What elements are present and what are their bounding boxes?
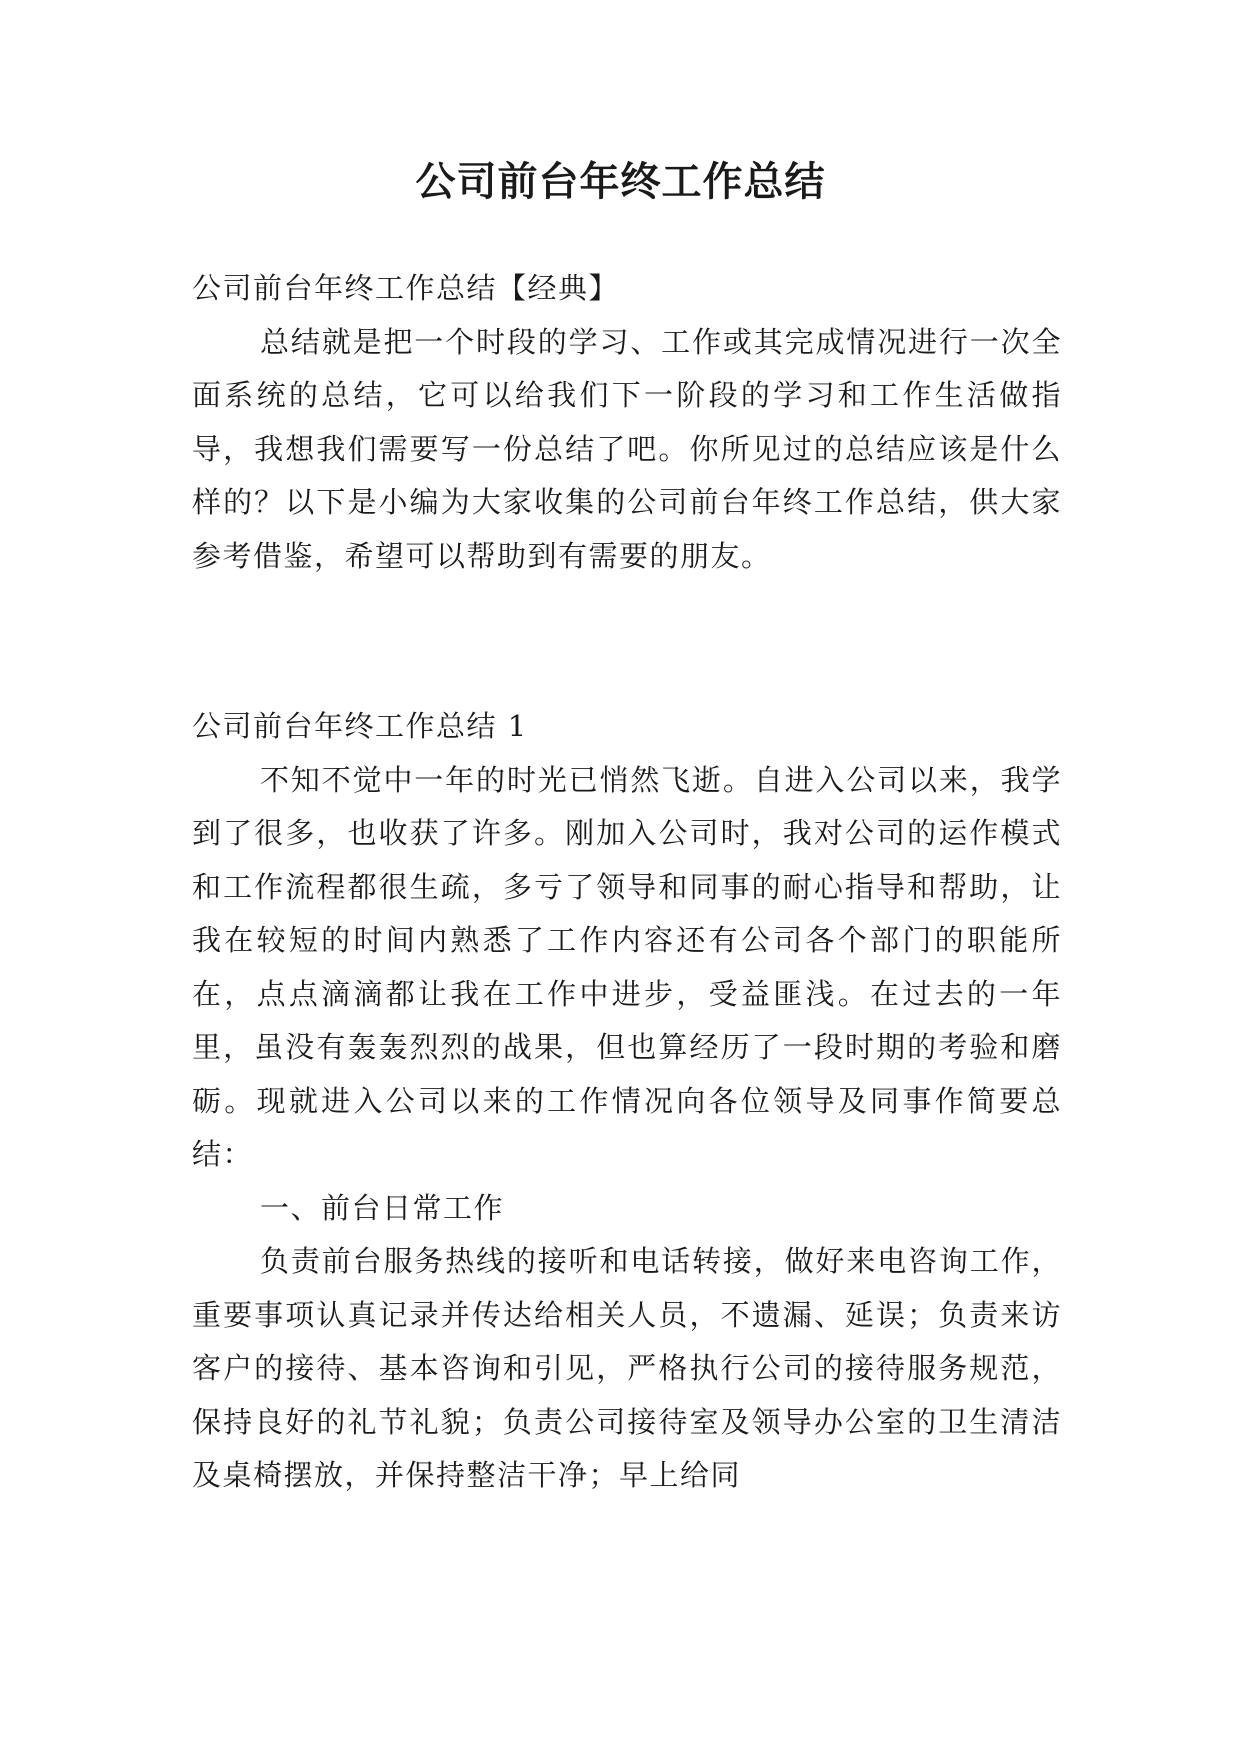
duties-paragraph: 负责前台服务热线的接听和电话转接，做好来电咨询工作，重要事项认真记录并传达给相关人员，不遗漏、延误；负责来访客户的接待、基本咨询和引见，严格执行公司的接待服务规范，保持良好的礼节礼貌；负责公司接待室及领导办公室的卫生清洁及桌椅摆放，并保持整洁干净；早上给同 — [192, 1244, 1062, 1492]
intro-paragraph: 总结就是把一个时段的学习、工作或其完成情况进行一次全面系统的总结，它可以给我们下一阶段的学习和工作生活做指导，我想我们需要写一份总结了吧。你所见过的总结应该是什么样的？以下是小编为大家收集的公司前台年终工作总结，供大家参考借鉴，希望可以帮助到有需要的朋友。 — [192, 324, 1062, 573]
section-heading: 公司前台年终工作总结 1 — [192, 709, 528, 743]
subheading-daily-work: 一、前台日常工作 — [260, 1190, 505, 1225]
intro-heading: 公司前台年终工作总结【经典】 — [192, 271, 620, 305]
intro-section — [192, 262, 1062, 583]
section-1 — [192, 700, 1062, 1503]
section-paragraph: 不知不觉中一年的时光已悄然飞逝。自进入公司以来，我学到了很多，也收获了许多。刚加入公司时，我对公司的运作模式和工作流程都很生疏，多亏了领导和同事的耐心指导和帮助，让我在较短的时间内熟悉了工作内容还有公司各个部门的职能所在，点点滴滴都让我在工作中进步，受益匪浅。在过去的一年里，虽没有轰轰烈烈的战果，但也算经历了一段时期的考验和磨砺。现就进入公司以来的工作情况向各位领导及同事作简要总结： — [192, 762, 1062, 1171]
document-title: 公司前台年终工作总结 — [415, 159, 826, 205]
